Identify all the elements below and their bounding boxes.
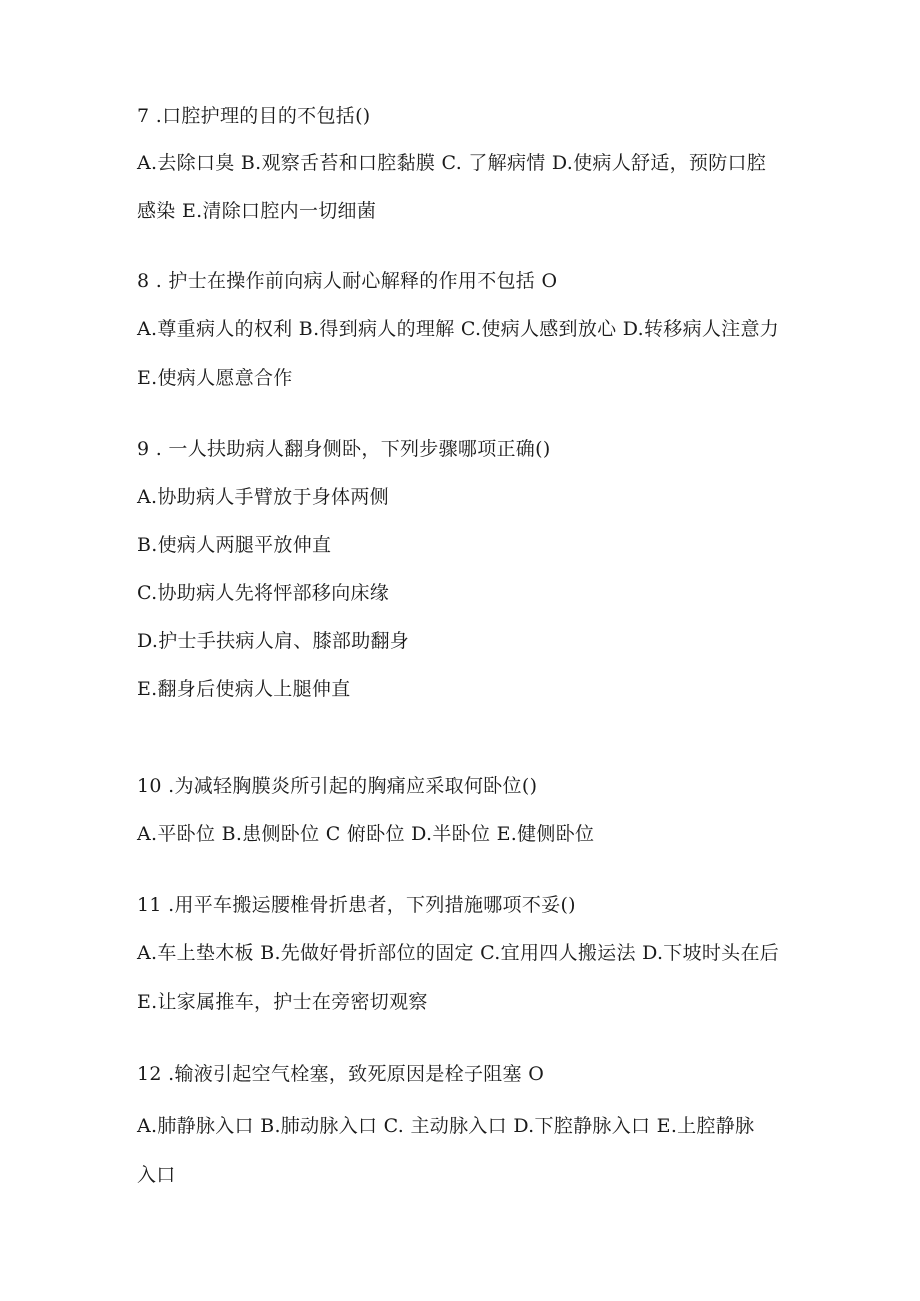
question-stem: 11 .用平车搬运腰椎骨折患者，下列措施哪项不妥() xyxy=(137,894,576,916)
option-a: A.协助病人手臂放于身体两侧 xyxy=(137,486,389,508)
question-options-continued: 入口 xyxy=(137,1164,176,1186)
question-options: A.平卧位 B.患侧卧位 C 俯卧位 D.半卧位 E.健侧卧位 xyxy=(137,823,595,845)
question-stem: 8 . 护士在操作前向病人耐心解释的作用不包括 O xyxy=(137,270,558,292)
option-e: E.翻身后使病人上腿伸直 xyxy=(137,678,351,700)
question-stem: 7 .口腔护理的目的不包括() xyxy=(137,105,371,127)
question-options-continued: E.让家属推车，护士在旁密切观察 xyxy=(137,991,428,1013)
question-options: A.去除口臭 B.观察舌苔和口腔黏膜 C. 了解病情 D.使病人舒适，预防口腔 xyxy=(137,152,767,174)
option-c: C.协助病人先将怦部移向床缘 xyxy=(137,582,390,604)
question-options: A.肺静脉入口 B.肺动脉入口 C. 主动脉入口 D.下腔静脉入口 E.上腔静脉 xyxy=(137,1115,755,1137)
question-options-continued: 感染 E.清除口腔内一切细菌 xyxy=(137,200,377,222)
option-d: D.护士手扶病人肩、膝部助翻身 xyxy=(137,630,410,652)
question-stem: 9 . 一人扶助病人翻身侧卧，下列步骤哪项正确() xyxy=(137,438,551,460)
question-stem: 10 .为减轻胸膜炎所引起的胸痛应采取何卧位() xyxy=(137,775,538,797)
question-options: A.尊重病人的权利 B.得到病人的理解 C.使病人感到放心 D.转移病人注意力 xyxy=(137,318,780,340)
question-stem: 12 .输液引起空气栓塞，致死原因是栓子阻塞 O xyxy=(137,1063,545,1085)
option-b: B.使病人两腿平放伸直 xyxy=(137,534,332,556)
question-options: A.车上垫木板 B.先做好骨折部位的固定 C.宜用四人搬运法 D.下坡时头在后 xyxy=(137,942,780,964)
question-options-continued: E.使病人愿意合作 xyxy=(137,367,293,389)
